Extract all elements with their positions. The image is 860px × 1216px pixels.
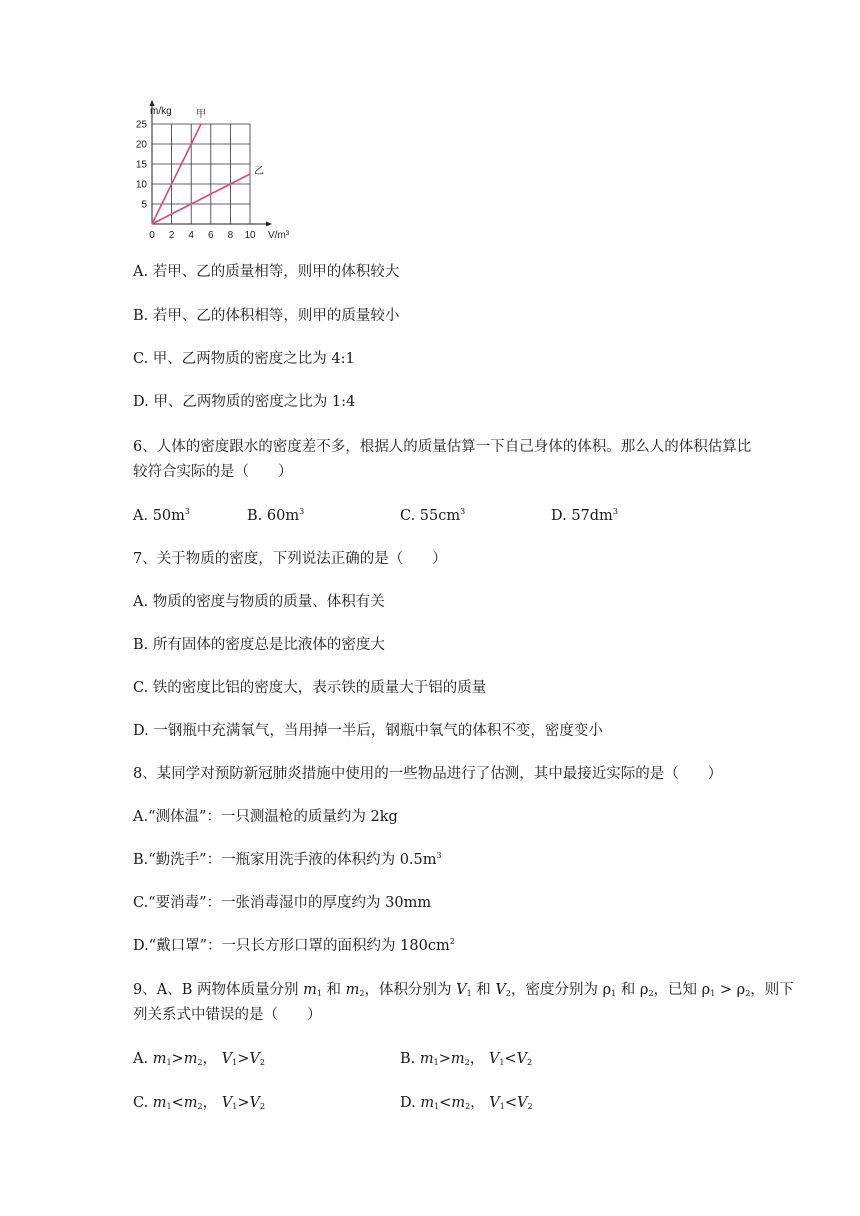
q6-stem-line2: 较符合实际的是（ ） (133, 464, 293, 480)
series-label-2: 乙 (254, 166, 264, 177)
q7-stem: 7、关于物质的密度，下列说法正确的是（ ） (133, 551, 447, 567)
q8-stem: 8、某同学对预防新冠肺炎措施中使用的一些物品进行了估测，其中最接近实际的是（ ） (133, 766, 723, 782)
q8-option-a: A.“测体温”：一只测温枪的质量约为 2kg (133, 809, 398, 825)
q8-option-d: D.“戴口罩”：一只长方形口罩的面积约为 $180cm^2$ (133, 937, 455, 954)
q9-stem-line2: 列关系式中错误的是（ ） (133, 1007, 322, 1023)
x-tick-label: 4 (188, 230, 194, 241)
q8-option-c: C.“要消毒”：一张消毒湿巾的厚度约为 30mm (133, 895, 432, 911)
q9-option-a: A. $m_1>m_2$， $V_1>V_2$ (133, 1051, 265, 1067)
q7-option-c: C. 铁的密度比铝的密度大，表示铁的质量大于铝的质量 (133, 680, 487, 696)
q5-option-d: D. 甲、乙两物质的密度之比为 1:4 (133, 394, 356, 410)
chart-grid (152, 124, 250, 224)
x-tick-label: 0 (149, 230, 155, 241)
q9-option-c: C. $m_1<m_2$， $V_1>V_2$ (133, 1095, 266, 1111)
y-tick-label: 15 (135, 159, 147, 171)
series-line-1 (152, 124, 201, 224)
q9-option-b: B. $m_1>m_2$， $V_1<V_2$ (400, 1051, 533, 1067)
q5-option-c: C. 甲、乙两物质的密度之比为 4:1 (133, 351, 355, 367)
q5-option-a: A. 若甲、乙的质量相等，则甲的体积较大 (133, 264, 400, 280)
q6-option-d: D. $57dm^3$ (551, 507, 618, 524)
x-tick-label: 10 (244, 230, 256, 241)
q8-option-b: B.“勤洗手”：一瓶家用洗手液的体积约为 $0.5m^3$ (133, 851, 442, 868)
y-tick-label: 20 (135, 139, 147, 151)
q5-option-b: B. 若甲、乙的体积相等，则甲的质量较小 (133, 308, 400, 324)
q6-stem-line1: 6、人体的密度跟水的密度差不多，根据人的质量估算一下自己身体的体积。那么人的体积估算比 (133, 439, 752, 455)
q6-option-c: C. $55cm^3$ (400, 507, 466, 524)
y-tick-label: 5 (141, 199, 147, 211)
q7-option-a: A. 物质的密度与物质的质量、体积有关 (133, 594, 385, 610)
y-tick-label: 25 (135, 119, 147, 131)
q6-option-a: A. $50m^3$ (133, 507, 190, 524)
series-line-2 (152, 174, 250, 224)
q7-option-d: D. 一钢瓶中充满氧气，当用掉一半后，钢瓶中氧气的体积不变，密度变小 (133, 723, 603, 739)
y-tick-label: 10 (135, 179, 147, 191)
y-axis-label: m/kg (150, 106, 172, 117)
x-axis-arrow (266, 222, 272, 227)
mass-volume-chart (128, 100, 318, 245)
series-label-1: 甲 (196, 109, 206, 120)
x-tick-label: 8 (227, 230, 234, 241)
chart-series (152, 108, 264, 224)
q6-option-b: B. $60m^3$ (247, 507, 305, 524)
x-tick-label: 6 (208, 230, 214, 241)
x-tick-label: 2 (168, 230, 175, 241)
q9-stem-line1: 9、A、B 两物体质量分别 $m_1$ 和 $m_2$，体积分别为 $V_1$ 和 $V_2$，密度分别为 $\rho_1$ 和 $\rho_2$，已知 $\rho_1 > \rho_2$，则下 (133, 982, 794, 998)
q9-option-d: D. $m_1<m_2$， $V_1<V_2$ (400, 1095, 533, 1111)
x-axis-label: V/m³ (268, 230, 290, 241)
q7-option-b: B. 所有固体的密度总是比液体的密度大 (133, 637, 385, 653)
